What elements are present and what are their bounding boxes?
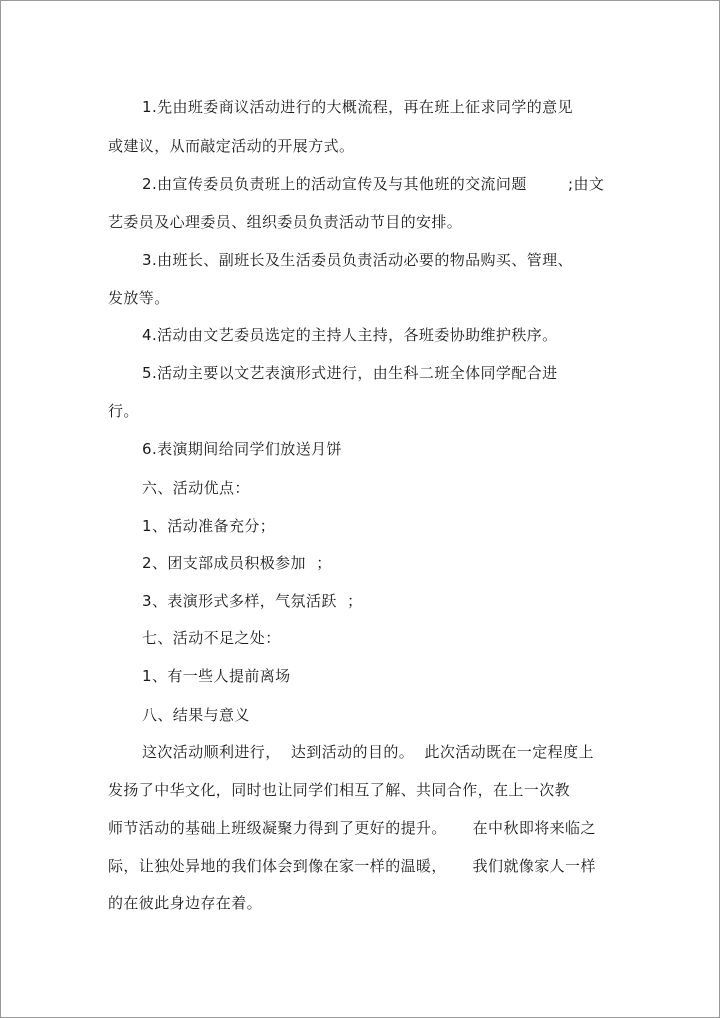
results-paragraph-line-3: 师节活动的基础上班级凝聚力得到了更好的提升。 在中秋即将来临之	[108, 819, 596, 837]
paragraph-step-1-line-1: 1.先由班委商议活动进行的大概流程，再在班上征求同学的意见	[142, 98, 573, 116]
advantage-item-3: 3、表演形式多样，气氛活跃 ；	[142, 592, 363, 610]
section-heading-shortcomings: 七、活动不足之处：	[142, 629, 281, 647]
paragraph-step-6: 6.表演期间给同学们放送月饼	[142, 440, 342, 458]
advantage-item-1: 1、活动准备充分；	[142, 517, 276, 535]
paragraph-step-2-line-1: 2.由宣传委员负责班上的活动宣传及与其他班的交流问题 ;由文	[142, 175, 605, 193]
paragraph-step-1-line-2: 或建议，从而敲定活动的开展方式。	[108, 137, 355, 155]
results-paragraph-line-1: 这次活动顺利进行， 达到活动的目的。 此次活动既在一定程度上	[142, 743, 594, 761]
results-paragraph-line-2: 发扬了中华文化，同时也让同学们相互了解、共同合作，在上一次教	[108, 781, 571, 799]
paragraph-step-5-line-1: 5.活动主要以文艺表演形式进行，由生科二班全体同学配合进	[142, 364, 558, 382]
results-paragraph-line-4: 际，让独处异地的我们体会到像在家一样的温暖， 我们就像家人一样	[108, 857, 596, 875]
advantage-item-2: 2、团支部成员积极参加 ；	[142, 554, 332, 572]
results-paragraph-line-5: 的在彼此身边存在着。	[108, 894, 263, 912]
paragraph-step-5-line-2: 行。	[108, 402, 139, 420]
paragraph-step-4: 4.活动由文艺委员选定的主持人主持，各班委协助维护秩序。	[142, 326, 558, 344]
paragraph-step-3-line-1: 3.由班长、副班长及生活委员负责活动必要的物品购买、管理、	[142, 251, 573, 269]
section-heading-results: 八、结果与意义	[142, 706, 250, 724]
paragraph-step-2-line-2: 艺委员及心理委员、组织委员负责活动节目的安排。	[108, 213, 463, 231]
shortcoming-item-1: 1、有一些人提前离场	[142, 667, 291, 685]
paragraph-step-3-line-2: 发放等。	[108, 289, 170, 307]
section-heading-advantages: 六、活动优点：	[142, 479, 250, 497]
